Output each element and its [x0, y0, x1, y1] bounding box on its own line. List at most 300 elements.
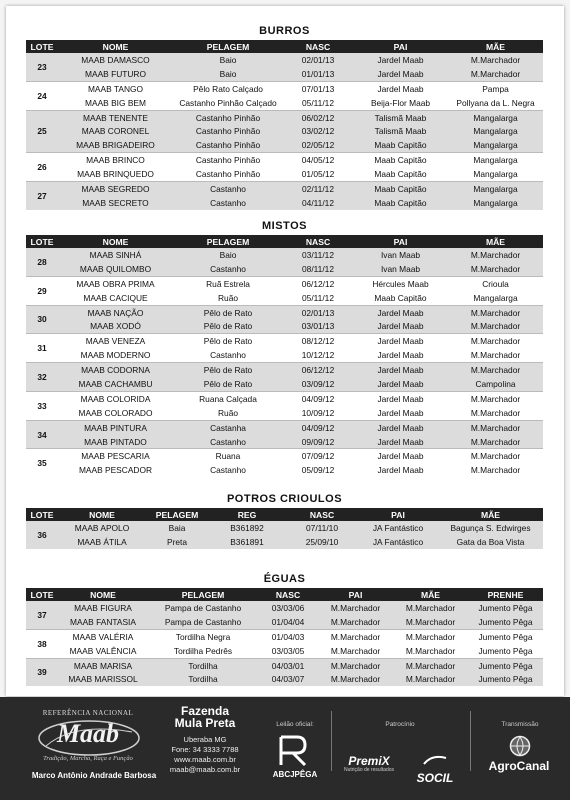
table-cell: 05/11/12	[302, 292, 334, 303]
table-cell: M.Marchador	[318, 672, 393, 686]
lot-number: 31	[26, 334, 58, 363]
table-row	[26, 124, 543, 138]
logo-wordmark: Maab	[56, 719, 120, 748]
table-cell: Bagunça S. Edwirges	[438, 521, 543, 535]
abcj-logo-icon	[275, 735, 315, 767]
table-cell: M.Marchador	[318, 658, 393, 672]
table-cell: Jardel Maab	[353, 319, 448, 333]
lot-number: 33	[26, 391, 58, 420]
lot-number: 25	[26, 110, 58, 153]
table-cell: Jumento Pêga	[468, 658, 543, 672]
column-header: PAI	[353, 235, 448, 248]
column-header: NOME	[58, 508, 146, 521]
section-title: BURROS	[259, 25, 310, 37]
table-cell: Ruão	[217, 407, 239, 418]
table-cell: 04/05/12	[283, 153, 353, 167]
table-cell: Ruana	[173, 449, 283, 463]
column-header: PELAGEM	[173, 40, 283, 53]
table-cell: Castanho Pinhão	[173, 124, 283, 138]
column-header: LOTE	[26, 40, 58, 53]
table-row	[26, 601, 543, 615]
farm-info	[162, 705, 248, 775]
agrocanal-globe-icon	[509, 735, 531, 757]
table-cell: Gata da Boa Vista	[438, 535, 543, 549]
table-cell: Pêlo de Rato	[173, 319, 283, 333]
table-cell: MAAB QUILOMBO	[58, 262, 173, 276]
table-cell: MAAB MODERNO	[80, 350, 151, 361]
lots-table	[26, 40, 543, 210]
table-cell: Castanho	[173, 182, 283, 196]
table-cell: Crioula	[448, 276, 543, 290]
maab-logo	[28, 705, 160, 785]
table-cell: MAAB APOLO	[58, 521, 146, 535]
table-cell: Pollyana da L. Negra	[456, 97, 535, 108]
table-cell: B361891	[208, 535, 286, 549]
table-cell: M.Marchador	[448, 67, 543, 81]
table-cell: Castanho Pinhão	[173, 110, 283, 124]
table-cell: Baia	[146, 521, 208, 535]
table-cell: Pampa de Castanho	[148, 615, 258, 629]
column-header: NOME	[58, 588, 148, 601]
lots-table	[26, 508, 543, 549]
table-cell: Ruã Estrela	[173, 276, 283, 290]
table-cell: MAAB BRINQUEDO	[77, 169, 154, 180]
column-header: LOTE	[26, 588, 58, 601]
table-row	[26, 96, 543, 110]
table-row	[26, 615, 543, 629]
table-cell: M.Marchador	[448, 449, 543, 463]
patrocinio-label: Patrocínio	[385, 721, 415, 728]
table-cell: 07/11/10	[286, 521, 358, 535]
table-cell: MAAB SINHÁ	[58, 248, 173, 262]
table-cell: 06/02/12	[283, 110, 353, 124]
table-cell: MAAB VALÊNCIA	[69, 645, 137, 656]
column-header: NOME	[58, 235, 173, 248]
table-cell: Jardel Maab	[377, 350, 424, 361]
lot-number: 38	[26, 629, 58, 658]
table-cell: Castanha	[173, 420, 283, 434]
table-cell: Maab Capitão	[353, 196, 448, 210]
table-cell: M.Marchador	[393, 672, 468, 686]
table-row	[26, 276, 543, 290]
table-cell: Ruana Calçada	[173, 391, 283, 405]
table-cell: MAAB BIG BEM	[85, 97, 146, 108]
table-cell: Jardel Maab	[353, 435, 448, 449]
table-cell: Ivan Maab	[353, 262, 448, 276]
table-row	[26, 291, 543, 305]
table-cell: 05/11/12	[302, 97, 334, 108]
table-row	[26, 406, 543, 420]
table-cell: MAAB PESCADOR	[78, 465, 153, 476]
table-cell: M.Marchador	[448, 420, 543, 434]
table-cell: 25/09/10	[286, 535, 358, 549]
table-cell: 04/09/12	[283, 391, 353, 405]
column-header: PELAGEM	[146, 508, 208, 521]
column-header: PRENHE	[468, 588, 543, 601]
table-cell: Castanho	[173, 435, 283, 449]
table-cell: Pêlo de Rato	[173, 377, 283, 391]
premix-wordmark: PremiX	[348, 754, 390, 768]
table-row	[26, 449, 543, 463]
table-row	[26, 644, 543, 658]
table-cell: Jardel Maab	[353, 420, 448, 434]
agrocanal-wordmark: AgroCanal	[488, 759, 550, 773]
table-row	[26, 67, 543, 81]
table-cell: Maab Capitão	[374, 169, 427, 180]
logo-tagline: Tradição, Marcha, Raça e Função	[43, 755, 133, 762]
table-cell: MAAB DAMASCO	[58, 53, 173, 67]
table-cell: MAAB BRINCO	[58, 153, 173, 167]
column-header: PAI	[358, 508, 438, 521]
table-cell: M.Marchador	[448, 334, 543, 348]
farm-city: Uberaba MG	[183, 735, 227, 744]
table-cell: M.Marchador	[393, 629, 468, 643]
lot-number: 24	[26, 81, 58, 110]
lot-number: 28	[26, 248, 58, 276]
table-cell: Jardel Maab	[353, 334, 448, 348]
table-row	[26, 167, 543, 181]
table-cell: M.Marchador	[393, 658, 468, 672]
table-cell: Mangalarga	[448, 138, 543, 152]
table-cell: JA Fantástico	[358, 535, 438, 549]
table-cell: MAAB COLORIDA	[58, 391, 173, 405]
table-cell: Jardel Maab	[353, 81, 448, 95]
table-row	[26, 658, 543, 672]
table-cell: 01/05/12	[301, 169, 335, 180]
table-cell: MAAB FUTURO	[58, 67, 173, 81]
table-row	[26, 672, 543, 686]
table-cell: MAAB PINTADO	[58, 435, 173, 449]
table-cell: 04/03/07	[258, 672, 318, 686]
column-header: MÃE	[393, 588, 468, 601]
table-cell: Pampa de Castanho	[148, 601, 258, 615]
table-cell: Jardel Maab	[353, 363, 448, 377]
table-cell: 04/11/12	[283, 196, 353, 210]
table-row	[26, 110, 543, 124]
lot-number: 35	[26, 449, 58, 477]
table-cell: MAAB FANTASIA	[58, 615, 148, 629]
section-potros-crioulos	[26, 490, 543, 549]
table-cell: MAAB CACIQUE	[83, 292, 148, 303]
footer-divider	[331, 711, 332, 771]
table-cell: MAAB OBRA PRIMA	[58, 276, 173, 290]
lot-number: 36	[26, 521, 58, 549]
table-cell: Maab Capitão	[353, 182, 448, 196]
table-cell: MAAB PESCARIA	[58, 449, 173, 463]
table-row	[26, 535, 543, 549]
table-cell: Jardel Maab	[353, 53, 448, 67]
table-cell: 06/12/12	[283, 276, 353, 290]
table-cell: Jardel Maab	[353, 377, 448, 391]
table-cell: MAAB VENEZA	[58, 334, 173, 348]
table-row	[26, 305, 543, 319]
table-cell: 08/11/12	[283, 262, 353, 276]
lots-table	[26, 588, 543, 686]
table-row	[26, 377, 543, 391]
transmissao-label: Transmissão	[501, 721, 539, 728]
table-cell: M.Marchador	[448, 262, 543, 276]
table-cell: MAAB COLORADO	[78, 407, 153, 418]
premix-logo	[338, 755, 400, 773]
table-cell: Talismã Maab	[353, 110, 448, 124]
lot-number: 39	[26, 658, 58, 686]
column-header: NASC	[283, 40, 353, 53]
table-row	[26, 262, 543, 276]
table-row	[26, 420, 543, 434]
table-cell: Jumento Pêga	[468, 672, 543, 686]
catalog-page	[6, 6, 564, 696]
table-cell: Jardel Maab	[353, 449, 448, 463]
table-cell: M.Marchador	[318, 615, 393, 629]
table-cell: Castanho Pinhão	[173, 153, 283, 167]
table-cell: Jardel Maab	[377, 465, 424, 476]
table-cell: 10/09/12	[301, 407, 335, 418]
table-cell: Beija-Flor Maab	[370, 97, 431, 108]
section-title: MISTOS	[262, 220, 307, 232]
table-cell: MAAB MARISSOL	[58, 672, 148, 686]
sponsor-footer	[0, 697, 570, 800]
lot-number: 34	[26, 420, 58, 449]
table-cell: 07/01/13	[283, 81, 353, 95]
column-header: MÃE	[438, 508, 543, 521]
table-cell: MAAB BRIGADEIRO	[58, 138, 173, 152]
table-cell: 02/05/12	[283, 138, 353, 152]
table-cell: Pêlo de Rato	[173, 334, 283, 348]
lot-number: 29	[26, 276, 58, 305]
table-cell: M.Marchador	[448, 435, 543, 449]
lot-number: 37	[26, 601, 58, 629]
farm-name-line2: Mula Preta	[174, 716, 236, 730]
column-header: LOTE	[26, 235, 58, 248]
table-cell: Pêlo Rato Calçado	[173, 81, 283, 95]
table-cell: MAAB MARISA	[58, 658, 148, 672]
column-header: NASC	[258, 588, 318, 601]
table-row	[26, 391, 543, 405]
section-mistos	[26, 217, 543, 477]
table-row	[26, 363, 543, 377]
table-cell: 05/09/12	[301, 465, 335, 476]
section-title: ÉGUAS	[263, 573, 306, 585]
table-cell: Castanho Pinhão Calçado	[179, 97, 277, 108]
table-cell: B361892	[208, 521, 286, 535]
table-cell: M.Marchador	[448, 391, 543, 405]
table-cell: Jardel Maab	[377, 407, 424, 418]
table-cell: MAAB TANGO	[58, 81, 173, 95]
table-row	[26, 196, 543, 210]
section-eguas	[26, 570, 543, 686]
socil-wordmark: SOCIL	[416, 770, 454, 785]
table-row	[26, 81, 543, 95]
table-header-row	[26, 508, 543, 521]
table-cell: MAAB ÁTILA	[58, 535, 146, 549]
column-header: PELAGEM	[148, 588, 258, 601]
table-cell: M.Marchador	[448, 305, 543, 319]
table-row	[26, 348, 543, 362]
column-header: NASC	[286, 508, 358, 521]
farm-email[interactable]: maab@maab.com.br	[169, 765, 241, 774]
table-cell: MAAB SECRETO	[58, 196, 173, 210]
table-cell: 02/01/13	[283, 305, 353, 319]
logo-top-text: REFERÊNCIA NACIONAL	[42, 709, 134, 717]
table-row	[26, 629, 543, 643]
table-cell: 03/09/12	[283, 377, 353, 391]
table-cell: Castanho Pinhão	[173, 138, 283, 152]
owner-name: Marco Antônio Andrade Barbosa	[31, 771, 157, 780]
table-cell: 02/01/13	[283, 53, 353, 67]
table-cell: M.Marchador	[448, 53, 543, 67]
lot-number: 27	[26, 182, 58, 210]
table-cell: M.Marchador	[330, 645, 381, 656]
table-cell: Preta	[146, 535, 208, 549]
table-cell: Castanho	[210, 465, 246, 476]
premix-tagline: Nutrição de resultados	[343, 767, 395, 773]
table-cell: Hércules Maab	[353, 276, 448, 290]
lot-number: 30	[26, 305, 58, 334]
table-cell: 07/09/12	[283, 449, 353, 463]
section-title: POTROS CRIOULOS	[226, 493, 343, 505]
lot-number: 32	[26, 363, 58, 392]
table-cell: Jardel Maab	[353, 67, 448, 81]
table-cell: MAAB CODORNA	[58, 363, 173, 377]
table-cell: MAAB CACHAMBU	[58, 377, 173, 391]
table-cell: 06/12/12	[283, 363, 353, 377]
farm-name-line1: Fazenda	[180, 704, 229, 718]
table-cell: Baio	[173, 248, 283, 262]
table-cell: MAAB NAÇÃO	[58, 305, 173, 319]
table-row	[26, 334, 543, 348]
table-row	[26, 53, 543, 67]
table-cell: Mangalarga	[473, 169, 518, 180]
table-cell: JA Fantástico	[358, 521, 438, 535]
table-cell: Maab Capitão	[353, 153, 448, 167]
table-cell: M.Marchador	[318, 629, 393, 643]
table-cell: M.Marchador	[405, 645, 456, 656]
table-cell: M.Marchador	[448, 248, 543, 262]
table-row	[26, 435, 543, 449]
table-cell: Castanho	[173, 262, 283, 276]
column-header: PELAGEM	[173, 235, 283, 248]
table-cell: 09/09/12	[283, 435, 353, 449]
table-cell: M.Marchador	[448, 319, 543, 333]
table-cell: Jumento Pêga	[468, 601, 543, 615]
table-cell: 03/01/13	[283, 319, 353, 333]
socil-swoosh-icon	[422, 754, 448, 766]
column-header: NASC	[283, 235, 353, 248]
lot-number: 26	[26, 153, 58, 182]
table-cell: Mangalarga	[473, 292, 518, 303]
table-cell: M.Marchador	[448, 363, 543, 377]
table-cell: Tordilha	[148, 658, 258, 672]
table-cell: M.Marchador	[318, 601, 393, 615]
table-row	[26, 248, 543, 262]
table-cell: 08/12/12	[283, 334, 353, 348]
table-cell: Talismã Maab	[353, 124, 448, 138]
table-cell: MAAB PINTURA	[58, 420, 173, 434]
section-burros	[26, 22, 543, 210]
table-cell: M.Marchador	[470, 465, 521, 476]
table-cell: MAAB CORONEL	[58, 124, 173, 138]
farm-website[interactable]: www.maab.com.br	[174, 755, 236, 764]
column-header: REG	[208, 508, 286, 521]
column-header: PAI	[318, 588, 393, 601]
table-cell: 10/12/12	[301, 350, 335, 361]
table-cell: Tordilha Negra	[148, 629, 258, 643]
table-cell: Maab Capitão	[353, 138, 448, 152]
lots-table	[26, 235, 543, 477]
table-cell: Castanho	[173, 196, 283, 210]
table-header-row	[26, 588, 543, 601]
table-cell: MAAB VALÉRIA	[58, 629, 148, 643]
socil-logo	[404, 751, 466, 787]
table-cell: Jumento Pêga	[468, 615, 543, 629]
column-header: LOTE	[26, 508, 58, 521]
column-header: MÃE	[448, 235, 543, 248]
table-cell: 03/03/05	[271, 645, 305, 656]
table-cell: Mangalarga	[448, 124, 543, 138]
table-cell: Pêlo de Rato	[173, 305, 283, 319]
table-cell: Mangalarga	[448, 196, 543, 210]
table-cell: 02/11/12	[283, 182, 353, 196]
table-cell: M.Marchador	[393, 601, 468, 615]
farm-phone: Fone: 34 3333 7788	[171, 745, 239, 754]
table-row	[26, 463, 543, 477]
column-header: PAI	[353, 40, 448, 53]
table-row	[26, 319, 543, 333]
table-cell: Tordilha	[148, 672, 258, 686]
table-cell: MAAB FIGURA	[58, 601, 148, 615]
column-header: MÃE	[448, 40, 543, 53]
table-cell: Jardel Maab	[353, 391, 448, 405]
table-cell: M.Marchador	[470, 407, 521, 418]
table-cell: Mangalarga	[448, 153, 543, 167]
table-cell: MAAB SEGREDO	[58, 182, 173, 196]
table-row	[26, 182, 543, 196]
table-cell: MAAB XODÓ	[58, 319, 173, 333]
leilao-label: Leilão oficial:	[276, 721, 314, 728]
table-cell: Campolina	[448, 377, 543, 391]
table-cell: 03/03/06	[258, 601, 318, 615]
table-row	[26, 521, 543, 535]
table-cell: Castanho	[210, 350, 246, 361]
table-cell: 01/04/04	[258, 615, 318, 629]
table-cell: Jumento Pêga	[478, 645, 533, 656]
table-cell: 03/02/12	[283, 124, 353, 138]
table-cell: Jardel Maab	[353, 305, 448, 319]
footer-divider	[470, 711, 471, 771]
table-cell: Pêlo de Rato	[173, 363, 283, 377]
table-header-row	[26, 235, 543, 248]
lot-number: 23	[26, 53, 58, 81]
table-cell: Baio	[173, 67, 283, 81]
table-cell: Castanho Pinhão	[195, 169, 261, 180]
table-cell: M.Marchador	[393, 615, 468, 629]
table-cell: Mangalarga	[448, 182, 543, 196]
table-cell: Maab Capitão	[374, 292, 427, 303]
table-cell: M.Marchador	[470, 350, 521, 361]
column-header: NOME	[58, 40, 173, 53]
table-cell: Pampa	[448, 81, 543, 95]
abcj-name: ABCJPÊGA	[272, 770, 318, 779]
table-cell: MAAB TENENTE	[58, 110, 173, 124]
table-cell: Ruão	[217, 292, 239, 303]
table-cell: 03/11/12	[283, 248, 353, 262]
table-cell: 04/03/01	[258, 658, 318, 672]
table-row	[26, 138, 543, 152]
table-cell: Baio	[173, 53, 283, 67]
table-cell: 04/09/12	[283, 420, 353, 434]
table-cell: Jumento Pêga	[468, 629, 543, 643]
table-row	[26, 153, 543, 167]
